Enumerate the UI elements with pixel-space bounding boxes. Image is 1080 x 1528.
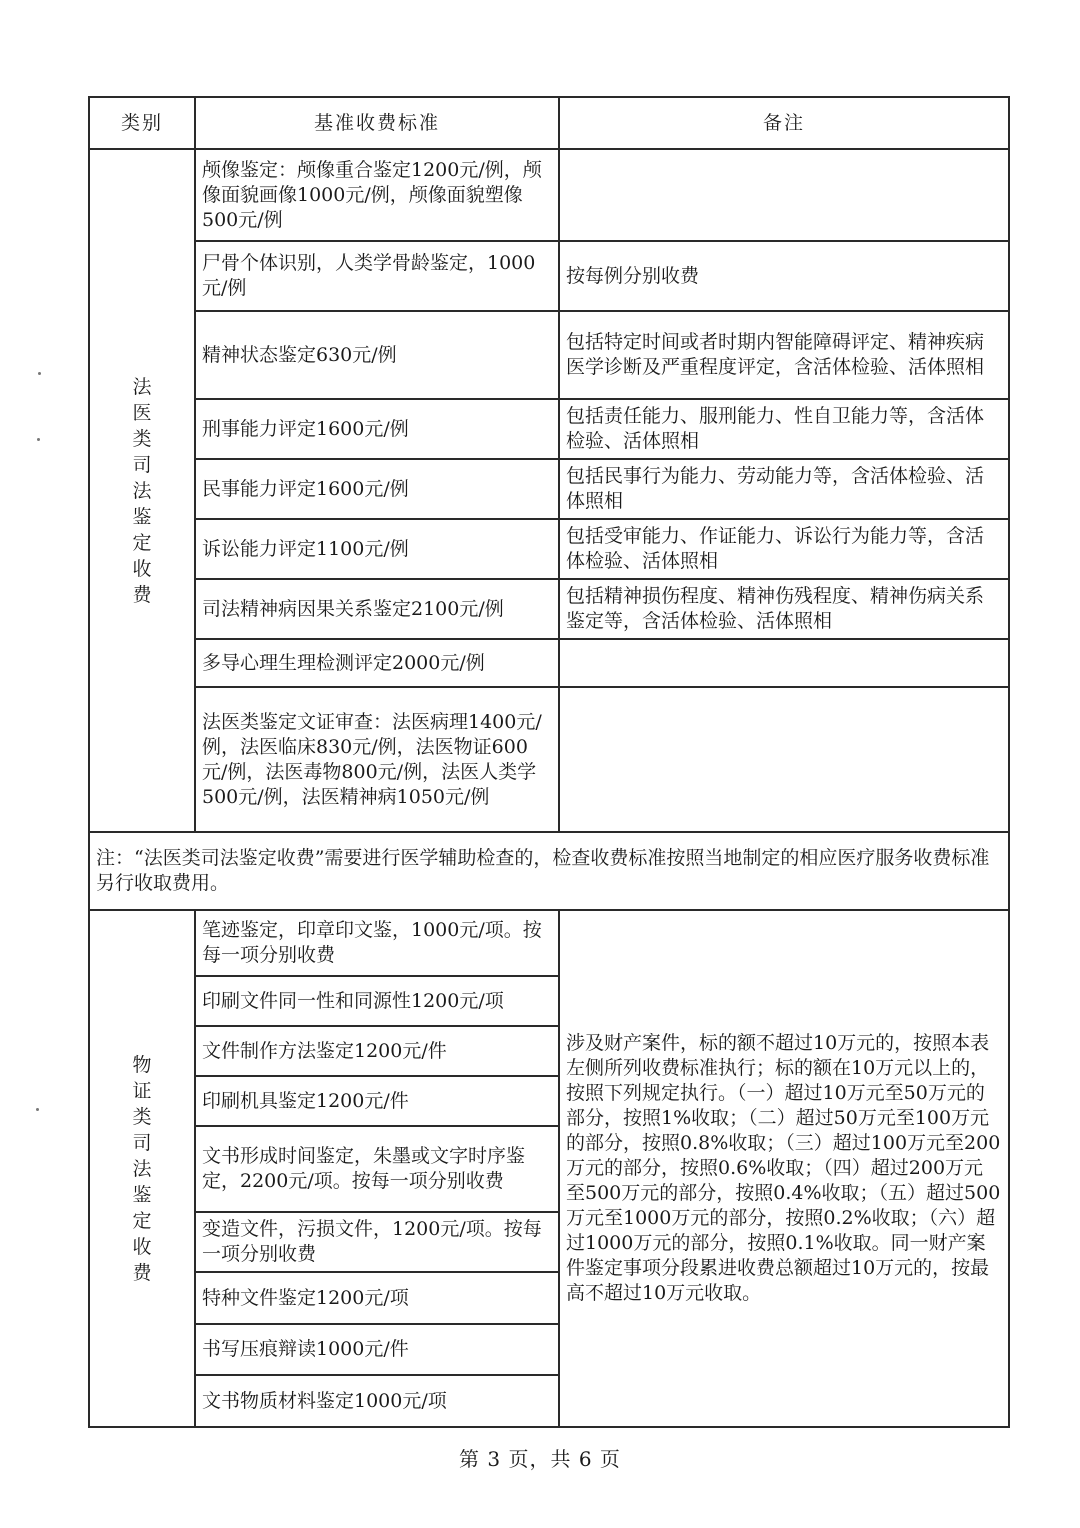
- standard-cell: 精神状态鉴定630元/例: [195, 311, 559, 399]
- standard-cell: 民事能力评定1600元/例: [195, 459, 559, 519]
- standard-cell: 尸骨个体识别，人类学骨龄鉴定，1000元/例: [195, 241, 559, 311]
- remark-cell: [559, 687, 1009, 832]
- remark-cell: [559, 149, 1009, 241]
- scan-speck: [37, 438, 40, 441]
- remark-cell: 按每例分别收费: [559, 241, 1009, 311]
- table-row: [89, 579, 1009, 639]
- standard-cell: 文件制作方法鉴定1200元/件: [195, 1026, 559, 1076]
- standard-cell: 书写压痕辩读1000元/件: [195, 1324, 559, 1375]
- remark-cell: 包括民事行为能力、劳动能力等，含活体检验、活体照相: [559, 459, 1009, 519]
- category-cell-forensic-medicine: [89, 149, 195, 832]
- remark-cell: 包括受审能力、作证能力、诉讼行为能力等，含活体检验、活体照相: [559, 519, 1009, 579]
- remark-cell: 包括特定时间或者时期内智能障碍评定、精神疾病医学诊断及严重程度评定，含活体检验、活体照相: [559, 311, 1009, 399]
- standard-cell: 印刷机具鉴定1200元/件: [195, 1076, 559, 1126]
- header-remark: 备注: [559, 97, 1009, 149]
- remark-cell: 包括精神损伤程度、精神伤残程度、精神伤病关系鉴定等，含活体检验、活体照相: [559, 579, 1009, 639]
- remark-cell-property-cases: 涉及财产案件，标的额不超过10万元的，按照本表左侧所列收费标准执行；标的额在10万元以上的，按照下列规定执行。（一）超过10万元至50万元的部分，按照1%收取；（二）超过50万元至100万元的部分，按照0.8%收取；（三）超过100万元至200万元的部分，按照0.6%收取；（四）超过200万元至500万元的部分，按照0.4%收取；（五）超过500万元至1000万元的部分，按照0.2%收取；（六）超过1000万元的部分，按照0.1%收取。同一财产案件鉴定事项分段累进收费总额超过10万元的，按最高不超过10万元收取。: [559, 910, 1009, 1427]
- standard-cell: 诉讼能力评定1100元/例: [195, 519, 559, 579]
- table-row: [89, 639, 1009, 687]
- standard-cell: 笔迹鉴定，印章印文鉴，1000元/项。按每一项分别收费: [195, 910, 559, 976]
- header-standard: 基准收费标准: [195, 97, 559, 149]
- table-row: [89, 399, 1009, 459]
- category-label: 法医类司法鉴定收费: [132, 375, 152, 606]
- standard-cell: 文书物质材料鉴定1000元/项: [195, 1375, 559, 1427]
- table-row: [89, 519, 1009, 579]
- standard-cell: 变造文件，污损文件，1200元/项。按每一项分别收费: [195, 1212, 559, 1272]
- table-row: [89, 149, 1009, 241]
- standard-cell: 文书形成时间鉴定，朱墨或文字时序鉴定，2200元/项。按每一项分别收费: [195, 1126, 559, 1212]
- fee-table: [88, 96, 1010, 1428]
- category-cell-physical-evidence: [89, 910, 195, 1427]
- header-category: 类别: [89, 97, 195, 149]
- standard-cell: 多导心理生理检测评定2000元/例: [195, 639, 559, 687]
- table-row: [89, 241, 1009, 311]
- table-row: [89, 910, 1009, 976]
- table-row: [89, 687, 1009, 832]
- scan-speck: [38, 372, 41, 375]
- note-row: [89, 832, 1009, 910]
- standard-cell: 刑事能力评定1600元/例: [195, 399, 559, 459]
- category-label: 物证类司法鉴定收费: [132, 1053, 152, 1284]
- table-row: [89, 459, 1009, 519]
- table-header-row: [89, 97, 1009, 149]
- remark-cell: 包括责任能力、服刑能力、性自卫能力等，含活体检验、活体照相: [559, 399, 1009, 459]
- standard-cell: 法医类鉴定文证审查：法医病理1400元/例，法医临床830元/例，法医物证600元/例，法医毒物800元/例，法医人类学500元/例，法医精神病1050元/例: [195, 687, 559, 832]
- standard-cell: 颅像鉴定：颅像重合鉴定1200元/例，颅像面貌画像1000元/例，颅像面貌塑像500元/例: [195, 149, 559, 241]
- standard-cell: 印刷文件同一性和同源性1200元/项: [195, 976, 559, 1026]
- page-number: 第 3 页，共 6 页: [459, 1447, 621, 1471]
- scan-speck: [36, 1108, 39, 1111]
- table-row: [89, 311, 1009, 399]
- note-text: 注：“法医类司法鉴定收费”需要进行医学辅助检查的，检查收费标准按照当地制定的相应医疗服务收费标准另行收取费用。: [89, 832, 1009, 910]
- remark-cell: [559, 639, 1009, 687]
- standard-cell: 特种文件鉴定1200元/项: [195, 1272, 559, 1324]
- standard-cell: 司法精神病因果关系鉴定2100元/例: [195, 579, 559, 639]
